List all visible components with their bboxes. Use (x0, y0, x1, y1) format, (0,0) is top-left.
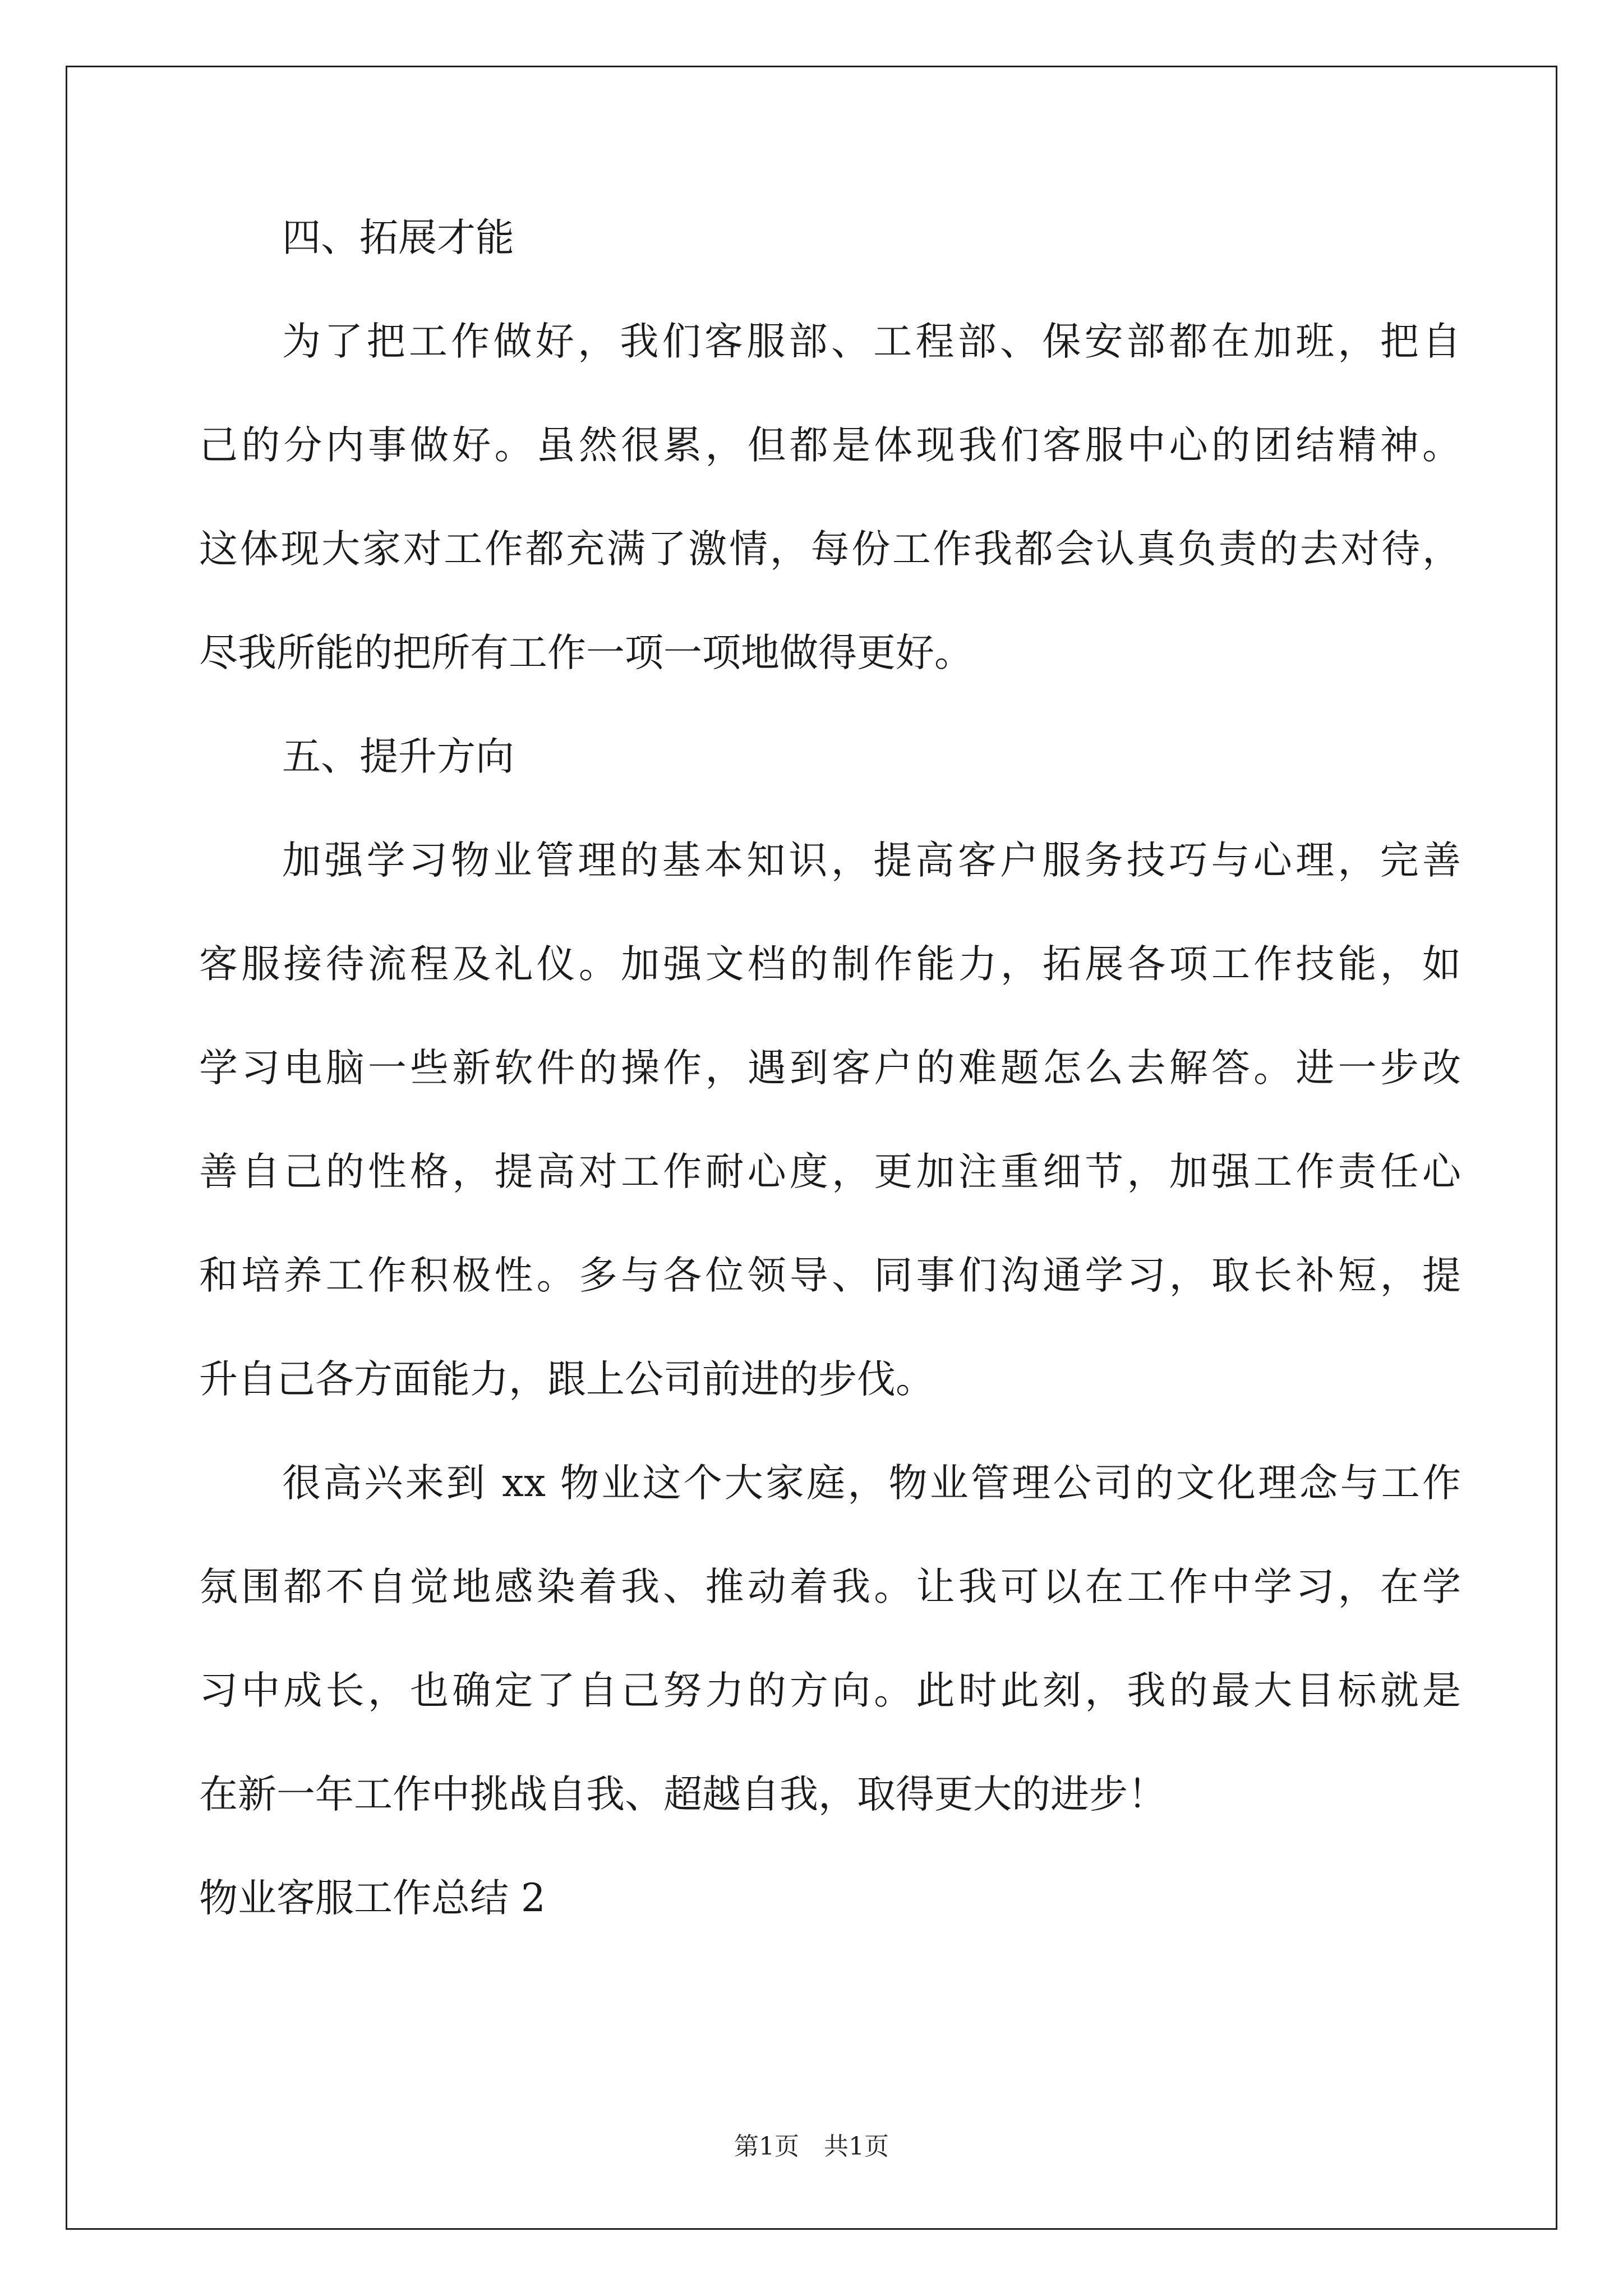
paragraph-line: 客服接待流程及礼仪。加强文档的制作能力，拓展各项工作技能，如 (199, 942, 1461, 987)
document-title: 物业客服工作总结 2 (199, 1876, 546, 1921)
paragraph-line: 己的分内事做好。虽然很累，但都是体现我们客服中心的团结精神。 (199, 423, 1461, 468)
paragraph-line: 氛围都不自觉地感染着我、推动着我。让我可以在工作中学习，在学 (199, 1565, 1461, 1609)
paragraph-line: 尽我所能的把所有工作一项一项地做得更好。 (199, 631, 973, 675)
paragraph-line: 学习电脑一些新软件的操作，遇到客户的难题怎么去解答。进一步改 (199, 1046, 1461, 1091)
paragraph-line: 这体现大家对工作都充满了激情，每份工作我都会认真负责的去对待， (199, 527, 1461, 572)
section-heading-5: 五、提升方向 (282, 734, 514, 779)
paragraph-line: 和培养工作积极性。多与各位领导、同事们沟通学习，取长补短，提 (199, 1253, 1461, 1298)
paragraph-line: 在新一年工作中挑战自我、超越自我，取得更大的进步！ (199, 1772, 1166, 1817)
section-heading-4: 四、拓展才能 (282, 215, 514, 260)
page-footer: 第1页 共1页 (734, 2132, 889, 2161)
paragraph-line: 为了把工作做好，我们客服部、工程部、保安部都在加班，把自 (282, 319, 1461, 364)
paragraph-line: 习中成长，也确定了自己努力的方向。此时此刻，我的最大目标就是 (199, 1668, 1461, 1713)
paragraph-line: 加强学习物业管理的基本知识，提高客户服务技巧与心理，完善 (282, 838, 1461, 883)
paragraph-line: 升自己各方面能力，跟上公司前进的步伐。 (199, 1357, 934, 1402)
paragraph-line: 善自己的性格，提高对工作耐心度，更加注重细节，加强工作责任心 (199, 1149, 1461, 1194)
paragraph-line: 很高兴来到 xx 物业这个大家庭，物业管理公司的文化理念与工作 (282, 1461, 1461, 1506)
